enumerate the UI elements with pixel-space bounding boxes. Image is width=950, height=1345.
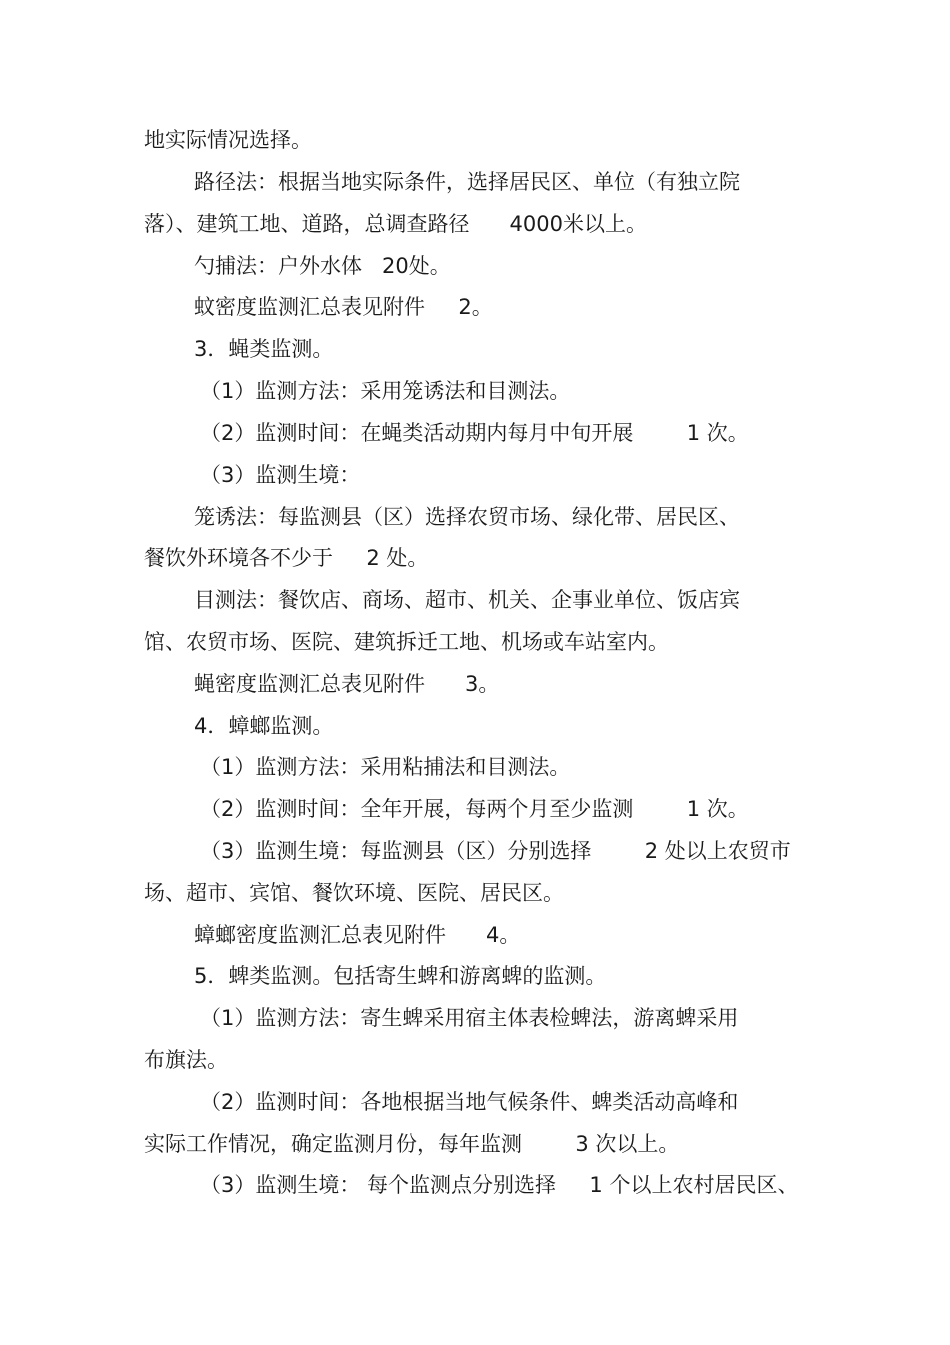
section-heading: 5．蜱类监测。包括寄生蜱和游离蜱的监测。 xyxy=(194,964,607,988)
text-line: 笼诱法：每监测县（区）选择农贸市场、绿化带、居民区、 xyxy=(194,505,740,529)
text-line: （3）监测生境：每监测县（区）分别选择 2 处以上农贸市 xyxy=(200,839,791,863)
text-line: 蚊密度监测汇总表见附件 2。 xyxy=(194,295,493,319)
text-line: 布旗法。 xyxy=(144,1048,228,1072)
text-line: （2）监测时间：全年开展，每两个月至少监测 1 次。 xyxy=(200,797,749,821)
text-line: 路径法：根据当地实际条件，选择居民区、单位（有独立院 xyxy=(194,170,740,194)
text-line: （3）监测生境： xyxy=(200,463,361,487)
text-line: 场、超市、宾馆、餐饮环境、医院、居民区。 xyxy=(144,881,564,905)
section-heading: 4．蟑螂监测。 xyxy=(194,714,334,738)
text-line: 落）、建筑工地、道路，总调查路径 4000米以上。 xyxy=(144,212,647,236)
text-line: （1）监测方法：采用笼诱法和目测法。 xyxy=(200,379,571,403)
section-heading: 3．蝇类监测。 xyxy=(194,337,334,361)
text-line: 地实际情况选择。 xyxy=(144,128,312,152)
text-line: 蝇密度监测汇总表见附件 3。 xyxy=(194,672,500,696)
text-line: 餐饮外环境各不少于 2 处。 xyxy=(144,546,429,570)
text-line: （2）监测时间：在蝇类活动期内每月中旬开展 1 次。 xyxy=(200,421,749,445)
text-line: （1）监测方法：采用粘捕法和目测法。 xyxy=(200,755,571,779)
text-line: 勺捕法：户外水体 20处。 xyxy=(194,254,451,278)
text-line: （1）监测方法：寄生蜱采用宿主体表检蜱法，游离蜱采用 xyxy=(200,1006,739,1030)
text-line: （3）监测生境： 每个监测点分别选择 1 个以上农村居民区、 xyxy=(200,1173,799,1197)
text-line: 馆、农贸市场、医院、建筑拆迁工地、机场或车站室内。 xyxy=(144,630,669,654)
text-line: （2）监测时间：各地根据当地气候条件、蜱类活动高峰和 xyxy=(200,1090,739,1114)
text-line: 实际工作情况，确定监测月份，每年监测 3 次以上。 xyxy=(144,1132,680,1156)
text-line: 蟑螂密度监测汇总表见附件 4。 xyxy=(194,923,521,947)
text-line: 目测法：餐饮店、商场、超市、机关、企事业单位、饭店宾 xyxy=(194,588,740,612)
